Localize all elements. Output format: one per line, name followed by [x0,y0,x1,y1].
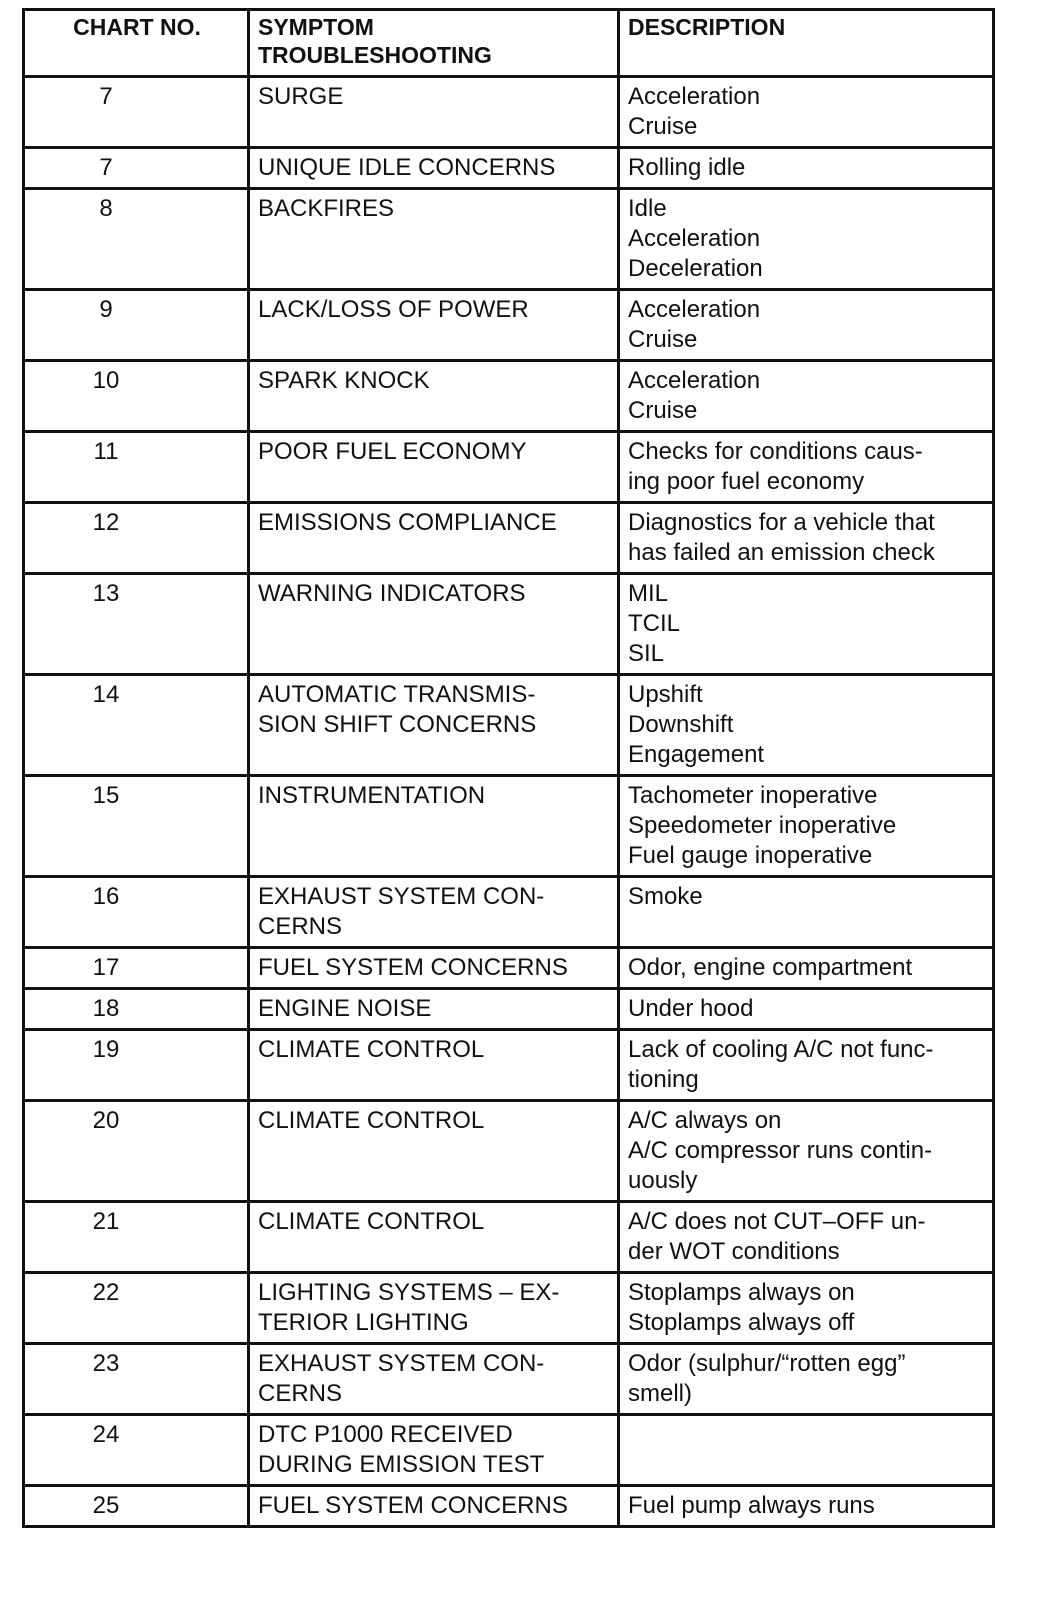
symptom-cell [249,1486,619,1527]
symptom-line: POOR FUEL ECONOMY [258,438,527,465]
chart-number-cell: 15 [24,776,249,877]
symptom-line: UNIQUE IDLE CONCERNS [258,154,556,181]
table-row [24,1344,994,1415]
description-line: A/C compressor runs contin- [628,1137,933,1164]
description-line: Cruise [628,113,698,140]
symptom-line: CERNS [258,913,343,940]
symptom-line: FUEL SYSTEM CONCERNS [258,1492,568,1519]
description-cell [619,1101,994,1202]
description-line: SIL [628,640,665,667]
chart-number-cell: 24 [24,1415,249,1486]
table-row [24,189,994,290]
description-line: Acceleration [628,367,761,394]
table-row [24,776,994,877]
description-cell [619,1486,994,1527]
table-row [24,148,994,189]
description-line: has failed an emission check [628,539,935,566]
symptom-cell [249,432,619,503]
symptom-cell [249,503,619,574]
chart-number-cell: 7 [24,148,249,189]
chart-number-cell: 14 [24,675,249,776]
symptom-line: EMISSIONS COMPLIANCE [258,509,557,536]
symptom-line: ENGINE NOISE [258,995,432,1022]
symptom-line: BACKFIRES [258,195,395,222]
symptom-line: EXHAUST SYSTEM CON- [258,883,545,910]
description-line: Odor, engine compartment [628,954,913,981]
symptom-line: SPARK KNOCK [258,367,430,394]
chart-number-cell: 12 [24,503,249,574]
description-line: Cruise [628,326,698,353]
chart-number-cell: 25 [24,1486,249,1527]
header-symptom-line: TROUBLESHOOTING [258,42,492,68]
symptom-cell [249,574,619,675]
table-row [24,574,994,675]
symptom-cell [249,989,619,1030]
description-line: Fuel gauge inoperative [628,842,873,869]
description-cell [619,948,994,989]
description-line: Lack of cooling A/C not func- [628,1036,934,1063]
table-row [24,1030,994,1101]
header-chart-no: CHART NO. [24,10,249,77]
description-line: A/C does not CUT–OFF un- [628,1208,926,1235]
description-line: tioning [628,1066,699,1093]
chart-number-cell: 17 [24,948,249,989]
table-header-row [24,10,994,77]
description-cell [619,989,994,1030]
table-row [24,1415,994,1486]
chart-number-cell: 21 [24,1202,249,1273]
symptom-line: LIGHTING SYSTEMS – EX- [258,1279,560,1306]
description-line: Under hood [628,995,754,1022]
table-row [24,290,994,361]
description-line: Downshift [628,711,734,738]
symptom-chart-table [22,8,995,1528]
table-row [24,1486,994,1527]
symptom-cell [249,1030,619,1101]
table-row [24,1202,994,1273]
symptom-cell [249,361,619,432]
description-line: Upshift [628,681,703,708]
description-line: Acceleration [628,225,761,252]
description-line: Engagement [628,741,765,768]
chart-number-cell: 18 [24,989,249,1030]
symptom-cell [249,189,619,290]
chart-number-cell: 19 [24,1030,249,1101]
symptom-line: DTC P1000 RECEIVED [258,1421,513,1448]
symptom-line: TERIOR LIGHTING [258,1309,469,1336]
chart-number-cell: 22 [24,1273,249,1344]
description-cell [619,503,994,574]
description-line: Deceleration [628,255,763,282]
header-symptom [249,10,619,77]
table-row [24,77,994,148]
description-cell [619,1030,994,1101]
table-body [24,77,994,1527]
symptom-cell [249,77,619,148]
description-cell [619,1415,994,1486]
symptom-line: CLIMATE CONTROL [258,1107,485,1134]
description-line: Odor (sulphur/“rotten egg” [628,1350,906,1377]
symptom-chart-sheet [22,8,992,1528]
table-row [24,948,994,989]
table-row [24,361,994,432]
description-line: Diagnostics for a vehicle that [628,509,935,536]
chart-number-cell: 20 [24,1101,249,1202]
symptom-cell [249,1344,619,1415]
description-cell [619,432,994,503]
symptom-line: AUTOMATIC TRANSMIS- [258,681,536,708]
description-line: Idle [628,195,667,222]
chart-number-cell: 7 [24,77,249,148]
description-cell [619,1202,994,1273]
table-row [24,675,994,776]
chart-number-cell: 10 [24,361,249,432]
table-row [24,503,994,574]
description-line: A/C always on [628,1107,782,1134]
chart-number-cell: 16 [24,877,249,948]
description-line: Smoke [628,883,703,910]
symptom-line: SION SHIFT CONCERNS [258,711,537,738]
chart-number-cell: 8 [24,189,249,290]
description-line: Tachometer inoperative [628,782,878,809]
description-cell [619,675,994,776]
description-line: ing poor fuel economy [628,468,865,495]
description-cell [619,148,994,189]
symptom-cell [249,1415,619,1486]
table-row [24,432,994,503]
symptom-line: CERNS [258,1380,343,1407]
chart-number-cell: 11 [24,432,249,503]
description-cell [619,574,994,675]
symptom-line: CLIMATE CONTROL [258,1036,485,1063]
symptom-cell [249,1101,619,1202]
header-description: DESCRIPTION [619,10,994,77]
symptom-line: SURGE [258,83,344,110]
description-cell [619,1273,994,1344]
description-cell [619,77,994,148]
symptom-line: LACK/LOSS OF POWER [258,296,529,323]
description-line: der WOT conditions [628,1238,840,1265]
description-line: Stoplamps always on [628,1279,855,1306]
description-line: Acceleration [628,296,761,323]
description-cell [619,1344,994,1415]
chart-number-cell: 23 [24,1344,249,1415]
description-line: TCIL [628,610,681,637]
symptom-line: EXHAUST SYSTEM CON- [258,1350,545,1377]
table-row [24,1101,994,1202]
symptom-cell [249,148,619,189]
description-line: smell) [628,1380,692,1407]
description-line: Checks for conditions caus- [628,438,923,465]
symptom-cell [249,948,619,989]
chart-number-cell: 13 [24,574,249,675]
symptom-line: DURING EMISSION TEST [258,1451,545,1478]
symptom-cell [249,776,619,877]
symptom-cell [249,290,619,361]
table-row [24,877,994,948]
symptom-line: INSTRUMENTATION [258,782,486,809]
table-row [24,989,994,1030]
description-cell [619,877,994,948]
description-cell [619,189,994,290]
description-cell [619,361,994,432]
symptom-cell [249,675,619,776]
description-line: Speedometer inoperative [628,812,897,839]
symptom-line: FUEL SYSTEM CONCERNS [258,954,568,981]
description-cell [619,290,994,361]
description-line: Cruise [628,397,698,424]
symptom-cell [249,877,619,948]
description-line: uously [628,1167,698,1194]
description-line: MIL [628,580,669,607]
description-line: Rolling idle [628,154,746,181]
description-cell [619,776,994,877]
symptom-cell [249,1202,619,1273]
symptom-line: WARNING INDICATORS [258,580,526,607]
table-row [24,1273,994,1344]
description-line: Acceleration [628,83,761,110]
description-line: Fuel pump always runs [628,1492,875,1519]
header-symptom-line: SYMPTOM [258,14,374,40]
description-line: Stoplamps always off [628,1309,855,1336]
symptom-line: CLIMATE CONTROL [258,1208,485,1235]
chart-number-cell: 9 [24,290,249,361]
symptom-cell [249,1273,619,1344]
